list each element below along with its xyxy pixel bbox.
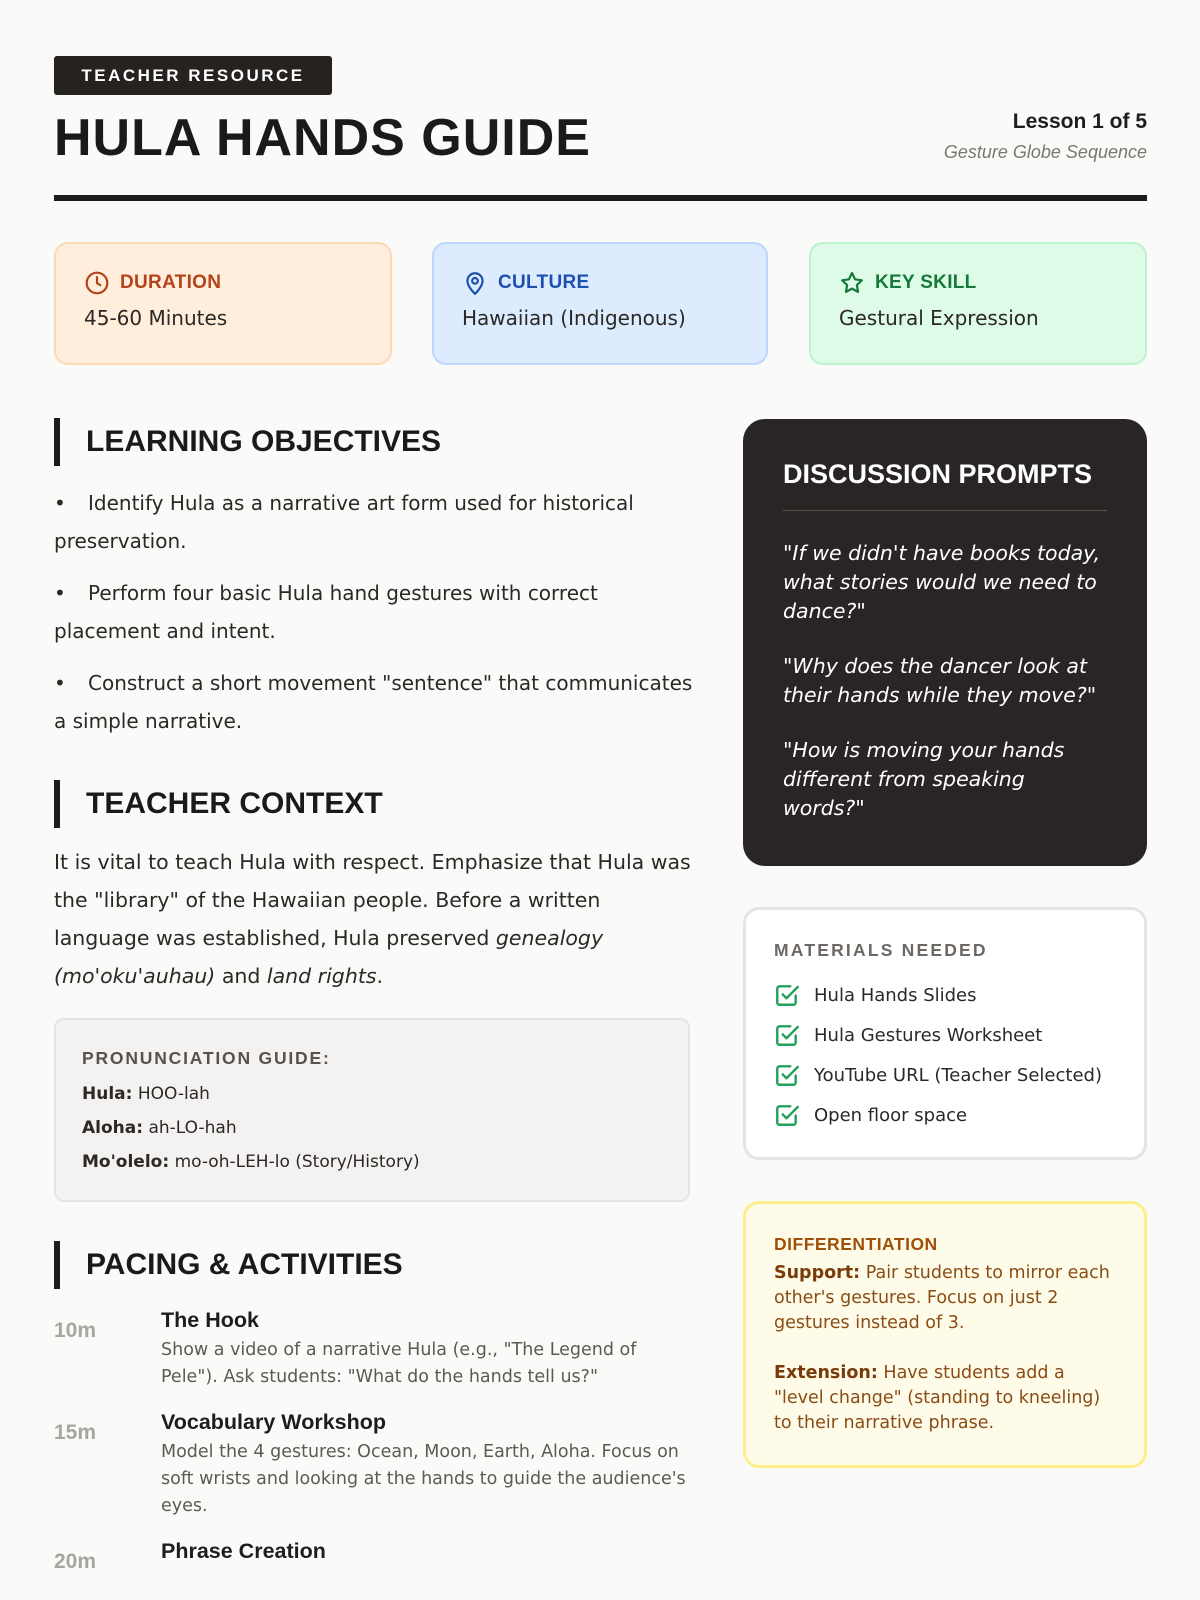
culture-card: [432, 242, 768, 365]
land-rights-term: land rights: [266, 964, 377, 988]
checkbox-checked-icon: [774, 982, 800, 1008]
duration-value: 45-60 Minutes: [84, 306, 228, 330]
sequence-name: Gesture Globe Sequence: [943, 142, 1147, 162]
list-item: • Perform four basic Hula hand gestures with correct placement and intent.: [54, 574, 694, 650]
differentiation-box: [743, 1201, 1147, 1468]
key-skill-value: Gestural Expression: [839, 306, 1039, 330]
materials-needed: [743, 907, 1147, 1160]
objectives-list: [54, 484, 694, 754]
resource-tag: TEACHER RESOURCE: [54, 56, 332, 95]
culture-label: CULTURE: [498, 272, 590, 293]
lesson-meta: [944, 110, 1147, 163]
pacing-title: Phrase Creation: [161, 1539, 326, 1563]
materials-heading: MATERIALS NEEDED: [774, 940, 988, 960]
material-item: Open floor space: [774, 1095, 1116, 1135]
differentiation-heading: DIFFERENTIATION: [774, 1234, 938, 1254]
genealogy-term: genealogy (mo'oku'auhau): [54, 926, 604, 988]
pacing-title: The Hook: [161, 1308, 259, 1332]
page-title: HULA HANDS GUIDE: [54, 109, 591, 167]
pacing-time: 15m: [54, 1421, 97, 1444]
checkbox-checked-icon: [774, 1022, 800, 1048]
pronunciation-row: Hula: HOO-lah: [82, 1084, 210, 1104]
discussion-prompts-heading: DISCUSSION PROMPTS: [783, 459, 1107, 511]
discussion-prompts: [743, 419, 1147, 866]
duration-card: [54, 242, 392, 365]
header-divider: [54, 195, 1147, 201]
material-item: Hula Gestures Worksheet: [774, 1015, 1116, 1055]
list-item: • Construct a short movement "sentence" that communicates a simple narrative.: [54, 664, 694, 740]
pacing-time: 10m: [54, 1319, 97, 1342]
objectives-heading: LEARNING OBJECTIVES: [54, 418, 441, 466]
pacing-description: Show a video of a narrative Hula (e.g., "The Legend of Pele"). Ask students: "What do the hands tell us?": [161, 1340, 637, 1387]
pronunciation-row: Mo'olelo: mo-oh-LEH-lo (Story/History): [82, 1152, 420, 1172]
pacing-time: 20m: [54, 1550, 97, 1573]
teacher-context-heading: TEACHER CONTEXT: [54, 780, 383, 828]
key-skill-label: KEY SKILL: [875, 272, 977, 293]
teacher-context-text: It is vital to teach Hula with respect. Emphasize that Hula was the "library" of the Hawaiian people. Before a written language was established, Hula preserved genealogy (mo'oku'auhau) and land rights.: [54, 850, 691, 988]
pacing-title: Vocabulary Workshop: [161, 1410, 387, 1434]
pacing-item: [54, 1536, 694, 1574]
pacing-description: Model the 4 gestures: Ocean, Moon, Earth, Aloha. Focus on soft wrists and looking at the hands to guide the audience's eyes.: [161, 1442, 686, 1516]
checkbox-checked-icon: [774, 1062, 800, 1088]
material-item: YouTube URL (Teacher Selected): [774, 1055, 1116, 1095]
discussion-prompt: "If we didn't have books today, what stories would we need to dance?": [783, 541, 1101, 623]
discussion-prompt: "How is moving your hands different from speaking words?": [783, 738, 1065, 820]
map-pin-icon: [462, 270, 488, 296]
pacing-item: [54, 1305, 694, 1391]
key-skill-card: [809, 242, 1147, 365]
star-icon: [839, 270, 865, 296]
clock-icon: [84, 270, 110, 296]
pronunciation-heading: PRONUNCIATION GUIDE:: [82, 1048, 331, 1068]
culture-value: Hawaiian (Indigenous): [462, 306, 686, 330]
pacing-item: [54, 1407, 694, 1520]
material-item: Hula Hands Slides: [774, 975, 1116, 1015]
lesson-number: Lesson 1 of 5: [1012, 110, 1147, 133]
pronunciation-guide: [54, 1018, 690, 1202]
duration-label: DURATION: [120, 272, 222, 293]
pacing-list: [54, 1305, 694, 1590]
support-note: Support: Pair students to mirror each other's gestures. Focus on just 2 gestures instead of 3.: [774, 1263, 1110, 1333]
discussion-prompt: "Why does the dancer look at their hands while they move?": [783, 654, 1097, 707]
lesson-page: [54, 0, 1147, 1600]
list-item: • Identify Hula as a narrative art form used for historical preservation.: [54, 484, 694, 560]
extension-note: Extension: Have students add a "level change" (standing to kneeling) to their narrative phrase.: [774, 1363, 1101, 1433]
pacing-heading: PACING & ACTIVITIES: [54, 1241, 403, 1289]
checkbox-checked-icon: [774, 1102, 800, 1128]
pronunciation-row: Aloha: ah-LO-hah: [82, 1118, 237, 1138]
